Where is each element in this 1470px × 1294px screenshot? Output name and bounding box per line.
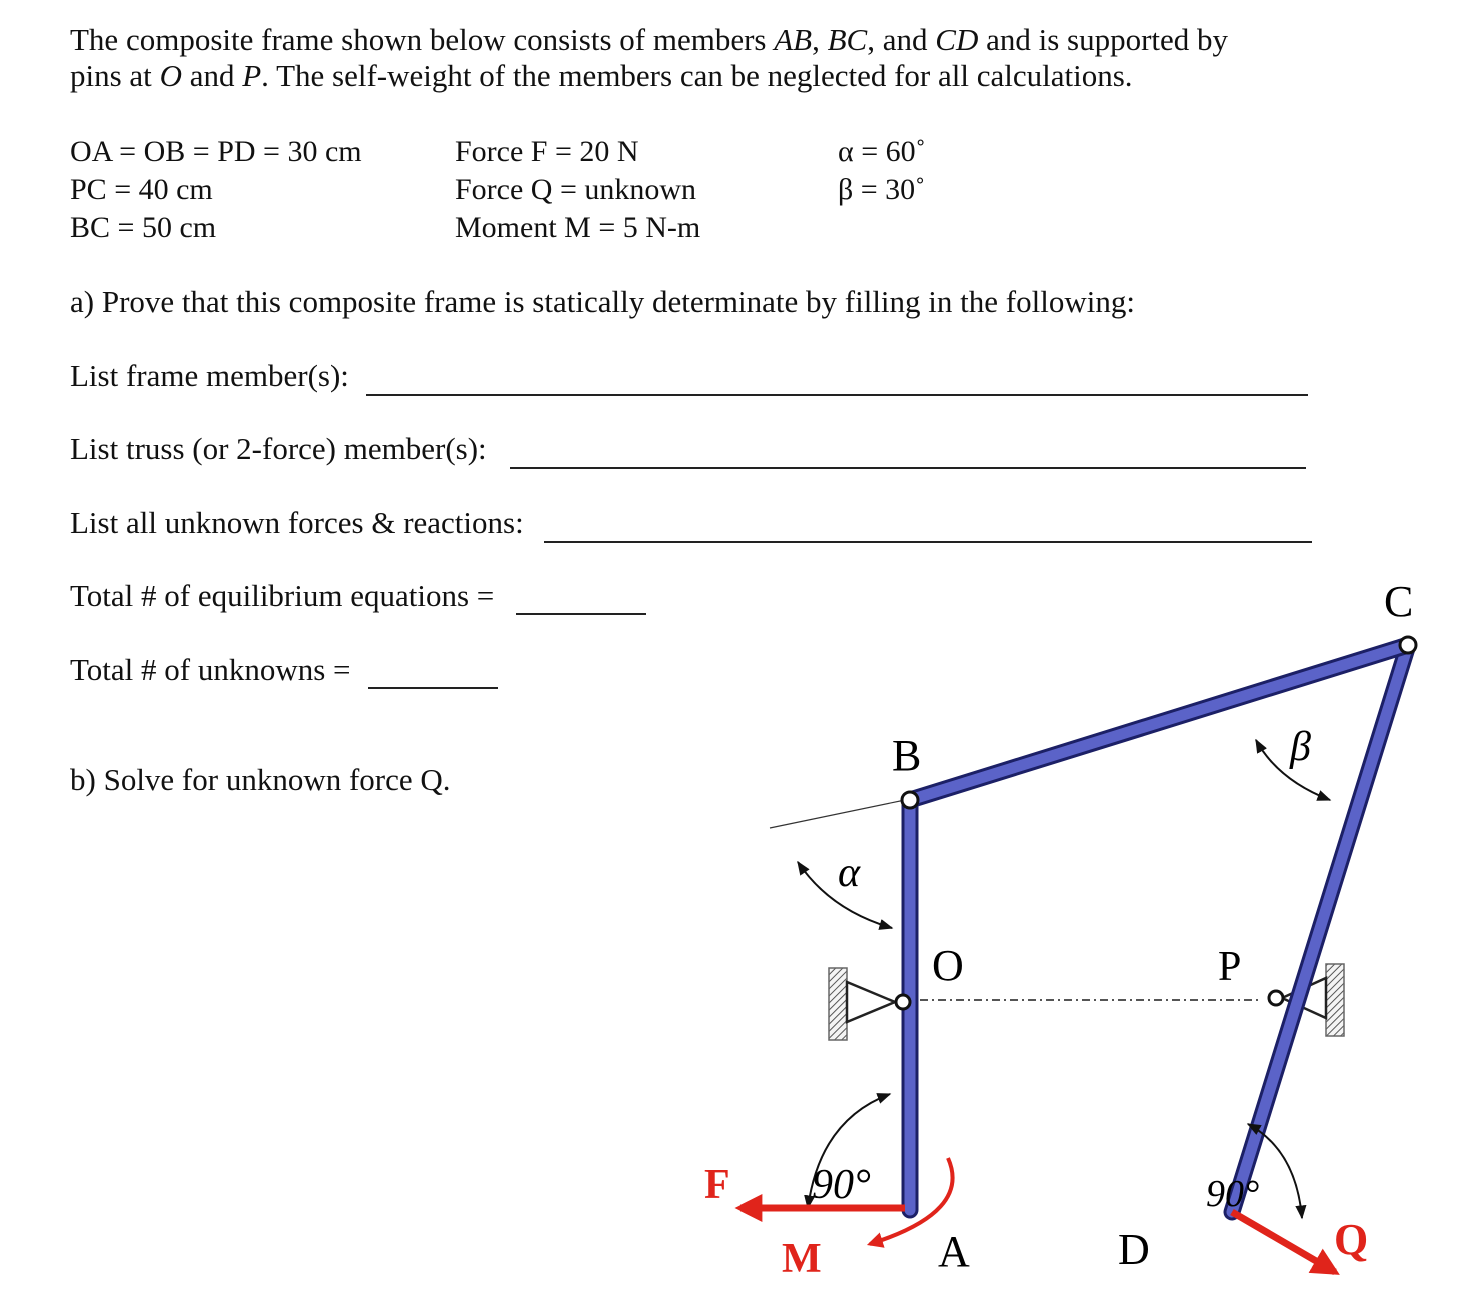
intro-text: and is supported by	[978, 22, 1229, 57]
label-90-left: 90°	[812, 1162, 871, 1208]
label-alpha: α	[838, 850, 861, 896]
member-ab-text: AB	[774, 22, 813, 57]
given-beta: β = 30˚	[838, 173, 926, 206]
pin-o	[896, 995, 910, 1009]
support-o	[829, 968, 895, 1040]
force-q-arrow	[1232, 1212, 1335, 1272]
given-pc: PC = 40 cm	[70, 173, 213, 206]
label-90-right: 90°	[1206, 1173, 1260, 1215]
ground-hatch-o	[829, 968, 847, 1040]
pin-o-text: O	[159, 58, 182, 93]
total-unknowns-label: Total # of unknowns =	[70, 652, 351, 687]
ground-hatch-p	[1326, 964, 1344, 1036]
bc-extension-line	[770, 800, 905, 828]
given-bc: BC = 50 cm	[70, 211, 217, 244]
member-cd-text: CD	[935, 22, 979, 57]
label-m: M	[782, 1236, 822, 1282]
intro-text: and	[181, 58, 243, 93]
given-force-q: Force Q = unknown	[455, 173, 697, 206]
label-d: D	[1118, 1225, 1150, 1274]
member-bc-text: BC	[827, 22, 868, 57]
pin-support-o	[847, 982, 895, 1022]
label-o: O	[932, 941, 964, 990]
given-oa-ob-pd: OA = OB = PD = 30 cm	[70, 135, 362, 168]
frame-members-label: List frame member(s):	[70, 358, 349, 393]
total-equations-label: Total # of equilibrium equations =	[70, 578, 495, 613]
intro-text: . The self-weight of the members can be neglected for all calculations.	[261, 58, 1133, 93]
pin-c	[1400, 637, 1416, 653]
given-force-f: Force F = 20 N	[455, 135, 639, 168]
label-beta: β	[1290, 724, 1311, 770]
label-q: Q	[1334, 1215, 1369, 1264]
unknown-forces-label: List all unknown forces & reactions:	[70, 505, 524, 540]
label-p: P	[1218, 944, 1242, 990]
given-moment-m: Moment M = 5 N-m	[455, 211, 701, 244]
member-cd-fill	[1232, 645, 1408, 1212]
label-b: B	[892, 731, 922, 780]
label-f: F	[704, 1162, 730, 1208]
label-c: C	[1384, 577, 1414, 626]
intro-text: , and	[867, 22, 936, 57]
truss-members-label: List truss (or 2-force) member(s):	[70, 431, 487, 466]
intro-text: pins at	[70, 58, 160, 93]
pin-p	[1269, 991, 1283, 1005]
intro-text: The composite frame shown below consists of members	[70, 22, 775, 57]
part-b-prompt: b) Solve for unknown force Q.	[70, 762, 451, 797]
part-a-prompt: a) Prove that this composite frame is statically determinate by filling in the following:	[70, 284, 1135, 319]
given-alpha: α = 60˚	[838, 135, 926, 168]
intro-text: ,	[812, 22, 828, 57]
pin-p-text: P	[242, 58, 262, 93]
label-a: A	[938, 1227, 970, 1276]
pin-b	[902, 792, 918, 808]
member-bc-fill	[910, 645, 1408, 800]
